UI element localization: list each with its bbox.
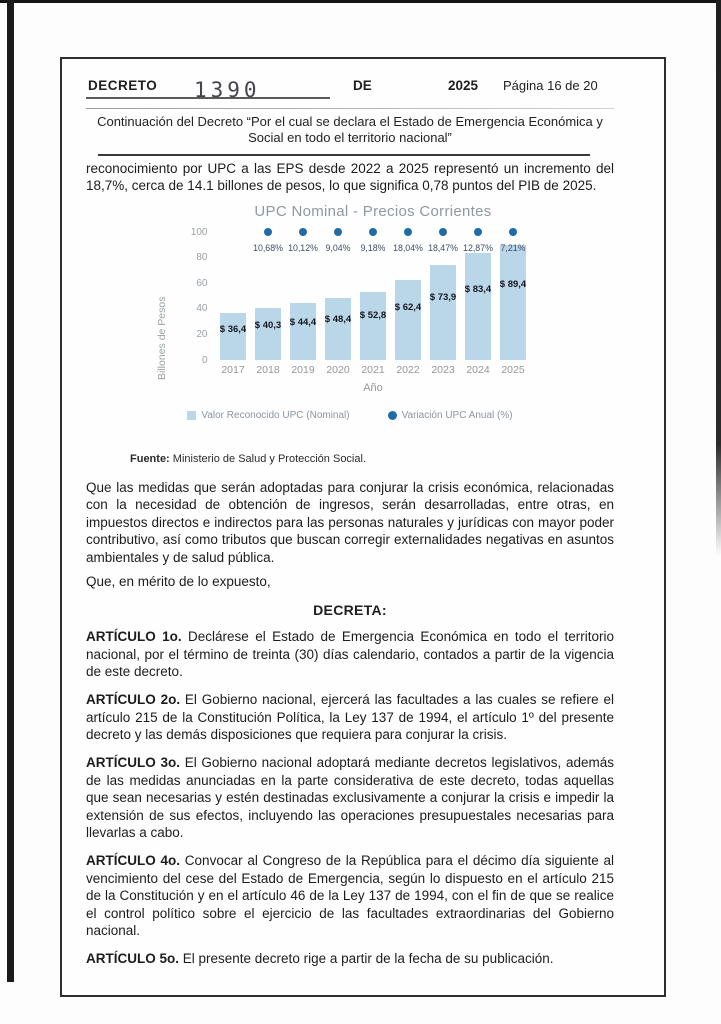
bar-value-label: $ 36,4 [219,323,247,335]
article-1: ARTÍCULO 1o. Declárese el Estado de Emergencia Económica en todo el territorio nacional, por el término de treinta (30) días calendario, contados a partir de la vigencia de este decreto. [86,629,614,679]
y-tick-label: 20 [196,328,208,340]
decree-year: 2025 [448,78,479,93]
chart-x-axis [216,364,531,380]
variation-percent-label: 18,47% [428,242,458,253]
variation-dot [264,228,272,236]
de-label: DE [353,78,372,93]
bar-value-label: $ 40,3 [254,320,282,332]
chart-body [155,226,531,394]
scan-edge-right [716,0,721,555]
variation-percent-label: 12,87% [463,242,493,253]
x-tick-label: 2020 [326,363,350,376]
bar-value-label: $ 48,4 [324,313,352,325]
chart-bar [290,303,316,360]
section-separator-line [98,154,590,156]
y-tick-label: 100 [190,226,208,238]
chart-bar [255,308,281,360]
chart-bar [360,292,386,360]
legend-bar-marker [187,411,196,420]
decreto-label: DECRETO [88,78,158,93]
y-tick-label: 60 [196,277,208,289]
bar-value-label: $ 52,8 [359,309,387,321]
chart-plot-column [216,232,531,394]
variation-dot [509,228,517,236]
x-tick-label: 2025 [501,363,525,376]
x-tick-label: 2021 [361,363,385,376]
y-tick-label: 80 [196,252,208,264]
x-tick-label: 2019 [291,363,315,376]
variation-percent-label: 7,21% [500,242,526,253]
article-3: ARTÍCULO 3o. El Gobierno nacional adoptará mediante decretos legislativos, además de las medidas anunciadas en la parte considerativa de este decreto, todas aquellas que sean necesarias y estén destinadas exclusivamente a conjurar la crisis e impedir la extensión de sus efectos, incluyendo las operaciones presupuestales necesarias para llevarlas a cabo. [86,755,614,840]
x-tick-label: 2022 [396,363,420,376]
chart-plot [216,232,531,360]
decreta-heading: DECRETA: [313,601,387,618]
header-rule [86,108,614,109]
x-tick-label: 2023 [431,363,455,376]
scan-edge-top [0,0,721,3]
chart-bar [220,313,246,360]
continuation-note: Continuación del Decreto “Por el cual se declara el Estado de Emergencia Económica y Social en todo el territorio nacional” [97,113,603,145]
article-2: ARTÍCULO 2o. El Gobierno nacional, ejercerá las facultades a las cuales se refiere el artículo 215 de la Constitución Política, la Ley 137 de 1994, el artículo 1º del presente decreto y las demás disposiciones que requiera para conjurar la crisis. [86,692,614,742]
x-tick-label: 2018 [256,363,280,376]
variation-percent-label: 10,12% [288,242,318,253]
article-5: ARTÍCULO 5o. El presente decreto rige a partir de la fecha de su publicación. [86,951,554,966]
bar-value-label: $ 62,4 [394,301,422,313]
legend-item-bars [187,410,349,421]
variation-dot [334,228,342,236]
chart-bar [500,242,526,359]
variation-dot [369,228,377,236]
scan-edge-left [7,0,14,982]
chart-bar [465,253,491,360]
chart-legend [170,410,531,421]
variation-percent-label: 18,04% [393,242,423,253]
page-number: Página 16 de 20 [503,78,598,93]
chart-x-axis-title: Año [363,381,383,394]
variation-dot [404,228,412,236]
legend-dot-label: Variación UPC Anual (%) [401,409,513,421]
decree-header [86,78,614,102]
chart-y-axis [184,226,216,366]
variation-dot [299,228,307,236]
legend-dot-marker [388,411,397,420]
source-text: Ministerio de Salud y Protección Social. [169,452,366,465]
x-tick-label: 2024 [466,363,490,376]
variation-percent-label: 10,68% [253,242,283,253]
intro-paragraph: reconocimiento por UPC a las EPS desde 2022 a 2025 representó un incremento del 18,7%, cerca de 14.1 billones de pesos, lo que significa 0,78 puntos del PIB de 2025. [86,160,614,193]
document-page-frame [60,57,666,997]
variation-percent-label: 9,04% [325,242,351,253]
y-tick-label: 0 [201,354,208,366]
source-note [130,453,614,465]
paragraph-medidas: Que las medidas que serán adoptadas para conjurar la crisis económica, relacionadas con la necesidad de obtención de ingresos, serán desarrolladas, entre otras, en impuestos directos e indirectos para las personas naturales y jurídicas con mayor poder contributivo, así como tributos que buscan corregir externalidades negativas en asuntos ambientales y de salud pública. [86,479,614,565]
chart [155,202,531,421]
legend-item-dots [388,410,513,421]
bar-value-label: $ 44,4 [289,317,317,328]
source-label: Fuente: [130,452,170,465]
chart-y-axis-title: Billones de Pesos [155,296,168,380]
bar-value-label: $ 89,4 [499,278,527,290]
chart-bar [325,298,351,360]
bar-value-label: $ 73,9 [429,292,457,304]
paragraph-merito: Que, en mérito de lo expuesto, [86,574,271,589]
decree-number-stamp: 1390 [194,78,261,102]
legend-bar-label: Valor Reconocido UPC (Nominal) [201,409,350,421]
bar-value-label: $ 83,4 [464,284,492,296]
y-tick-label: 40 [196,303,208,315]
variation-percent-label: 9,18% [360,242,386,253]
article-4: ARTÍCULO 4o. Convocar al Congreso de la República para el décimo día siguiente al vencimiento del cese del Estado de Emergencia, según lo dispuesto en el artículo 215 de la Constitución y en el artículo 46 de la Ley 137 de 1994, con el fin de que se realice el control político sobre el ejercicio de las facultades extraordinarias del Gobierno nacional. [86,853,615,938]
chart-bar [395,280,421,360]
variation-dot [474,228,482,236]
chart-bar [430,265,456,360]
x-tick-label: 2017 [221,363,245,376]
variation-dot [439,228,447,236]
chart-title: UPC Nominal - Precios Corrientes [254,202,492,220]
